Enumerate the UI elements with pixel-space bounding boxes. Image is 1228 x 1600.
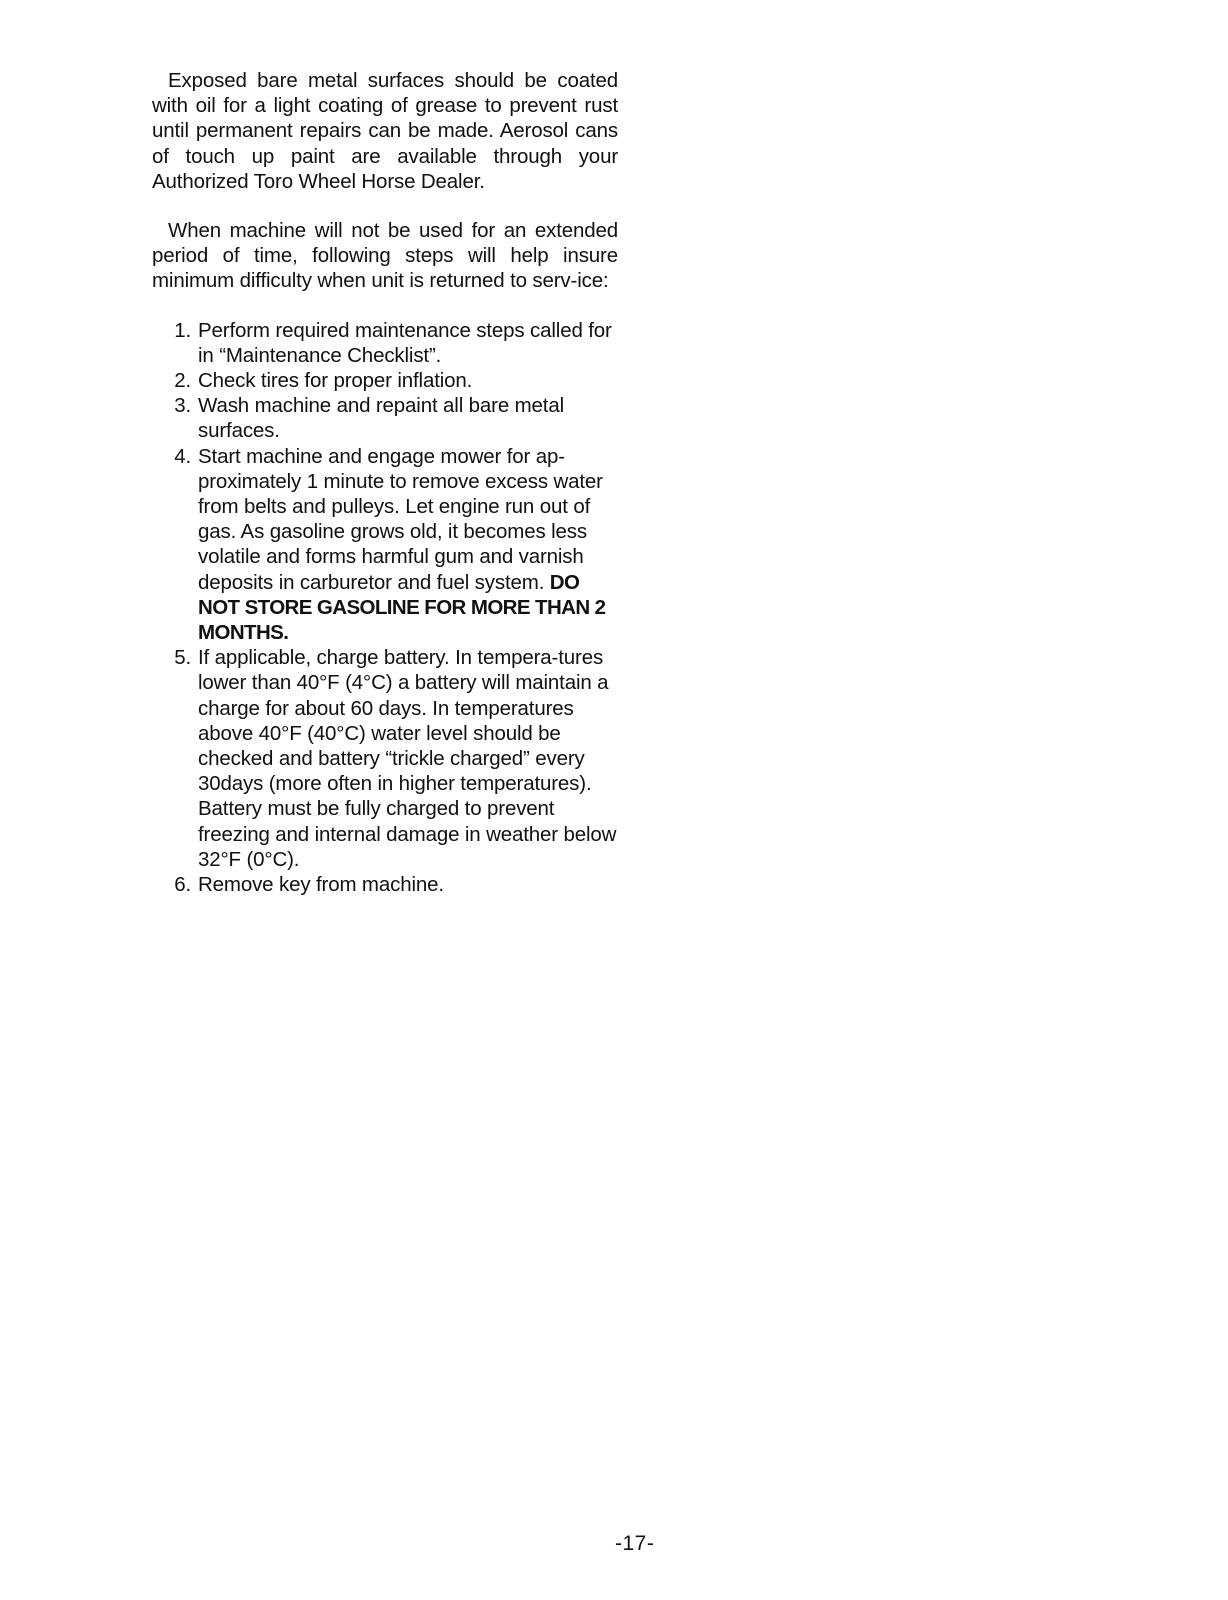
page-number: -17- <box>615 1532 655 1555</box>
step-number: 5. <box>174 646 191 670</box>
list-item <box>152 393 618 443</box>
step-text: Remove key from machine. <box>198 873 444 897</box>
paragraph-touch-up: Exposed bare metal surfaces should be coated with oil for a light coating of grease to prevent rust until permanent repairs can be made. Aerosol cans of touch up paint are available through your Authorized Toro Wheel Horse Dealer. <box>152 69 618 193</box>
step-body <box>198 444 618 646</box>
list-item <box>152 368 618 393</box>
list-item <box>152 645 618 872</box>
document-text-column <box>152 68 618 897</box>
step-text: Check tires for proper inflation. <box>198 369 473 393</box>
step-text: Perform required maintenance steps called for in “Maintenance Checklist”. <box>198 318 612 367</box>
paragraph-storage-intro: When machine will not be used for an extended period of time, following steps will help insure minimum difficulty when unit is returned to serv-ice: <box>152 219 618 293</box>
step-text: If applicable, charge battery. In tempera-tures lower than 40°F (4°C) a battery will maintain a charge for about 60 days. In temperatures above 40°F (40°C) water level should be checked and battery “trickle charged” every 30days (more often in higher temperatures). Battery must be fully charged to prevent freezing and internal damage in weather below 32°F (0°C). <box>198 646 617 871</box>
step-number: 4. <box>174 444 191 468</box>
list-item <box>152 872 618 897</box>
list-item <box>152 318 618 368</box>
step-number: 1. <box>174 318 191 342</box>
step-number: 6. <box>174 873 191 897</box>
step-text: Wash machine and repaint all bare metal surfaces. <box>198 394 565 443</box>
gasoline-storage-warning: DO NOT STORE GASOLINE FOR MORE THAN 2 MONTHS. <box>198 570 606 645</box>
storage-steps-list <box>152 318 618 898</box>
list-item <box>152 444 618 646</box>
step-number: 2. <box>174 369 191 393</box>
step-number: 3. <box>174 394 191 418</box>
step-text: Start machine and engage mower for ap-proximately 1 minute to remove excess water from belts and pulleys. Let engine run out of gas. As gasoline grows old, it becomes less volatile and forms harmful gum and varnish deposits in carburetor and fuel system. <box>198 444 603 594</box>
